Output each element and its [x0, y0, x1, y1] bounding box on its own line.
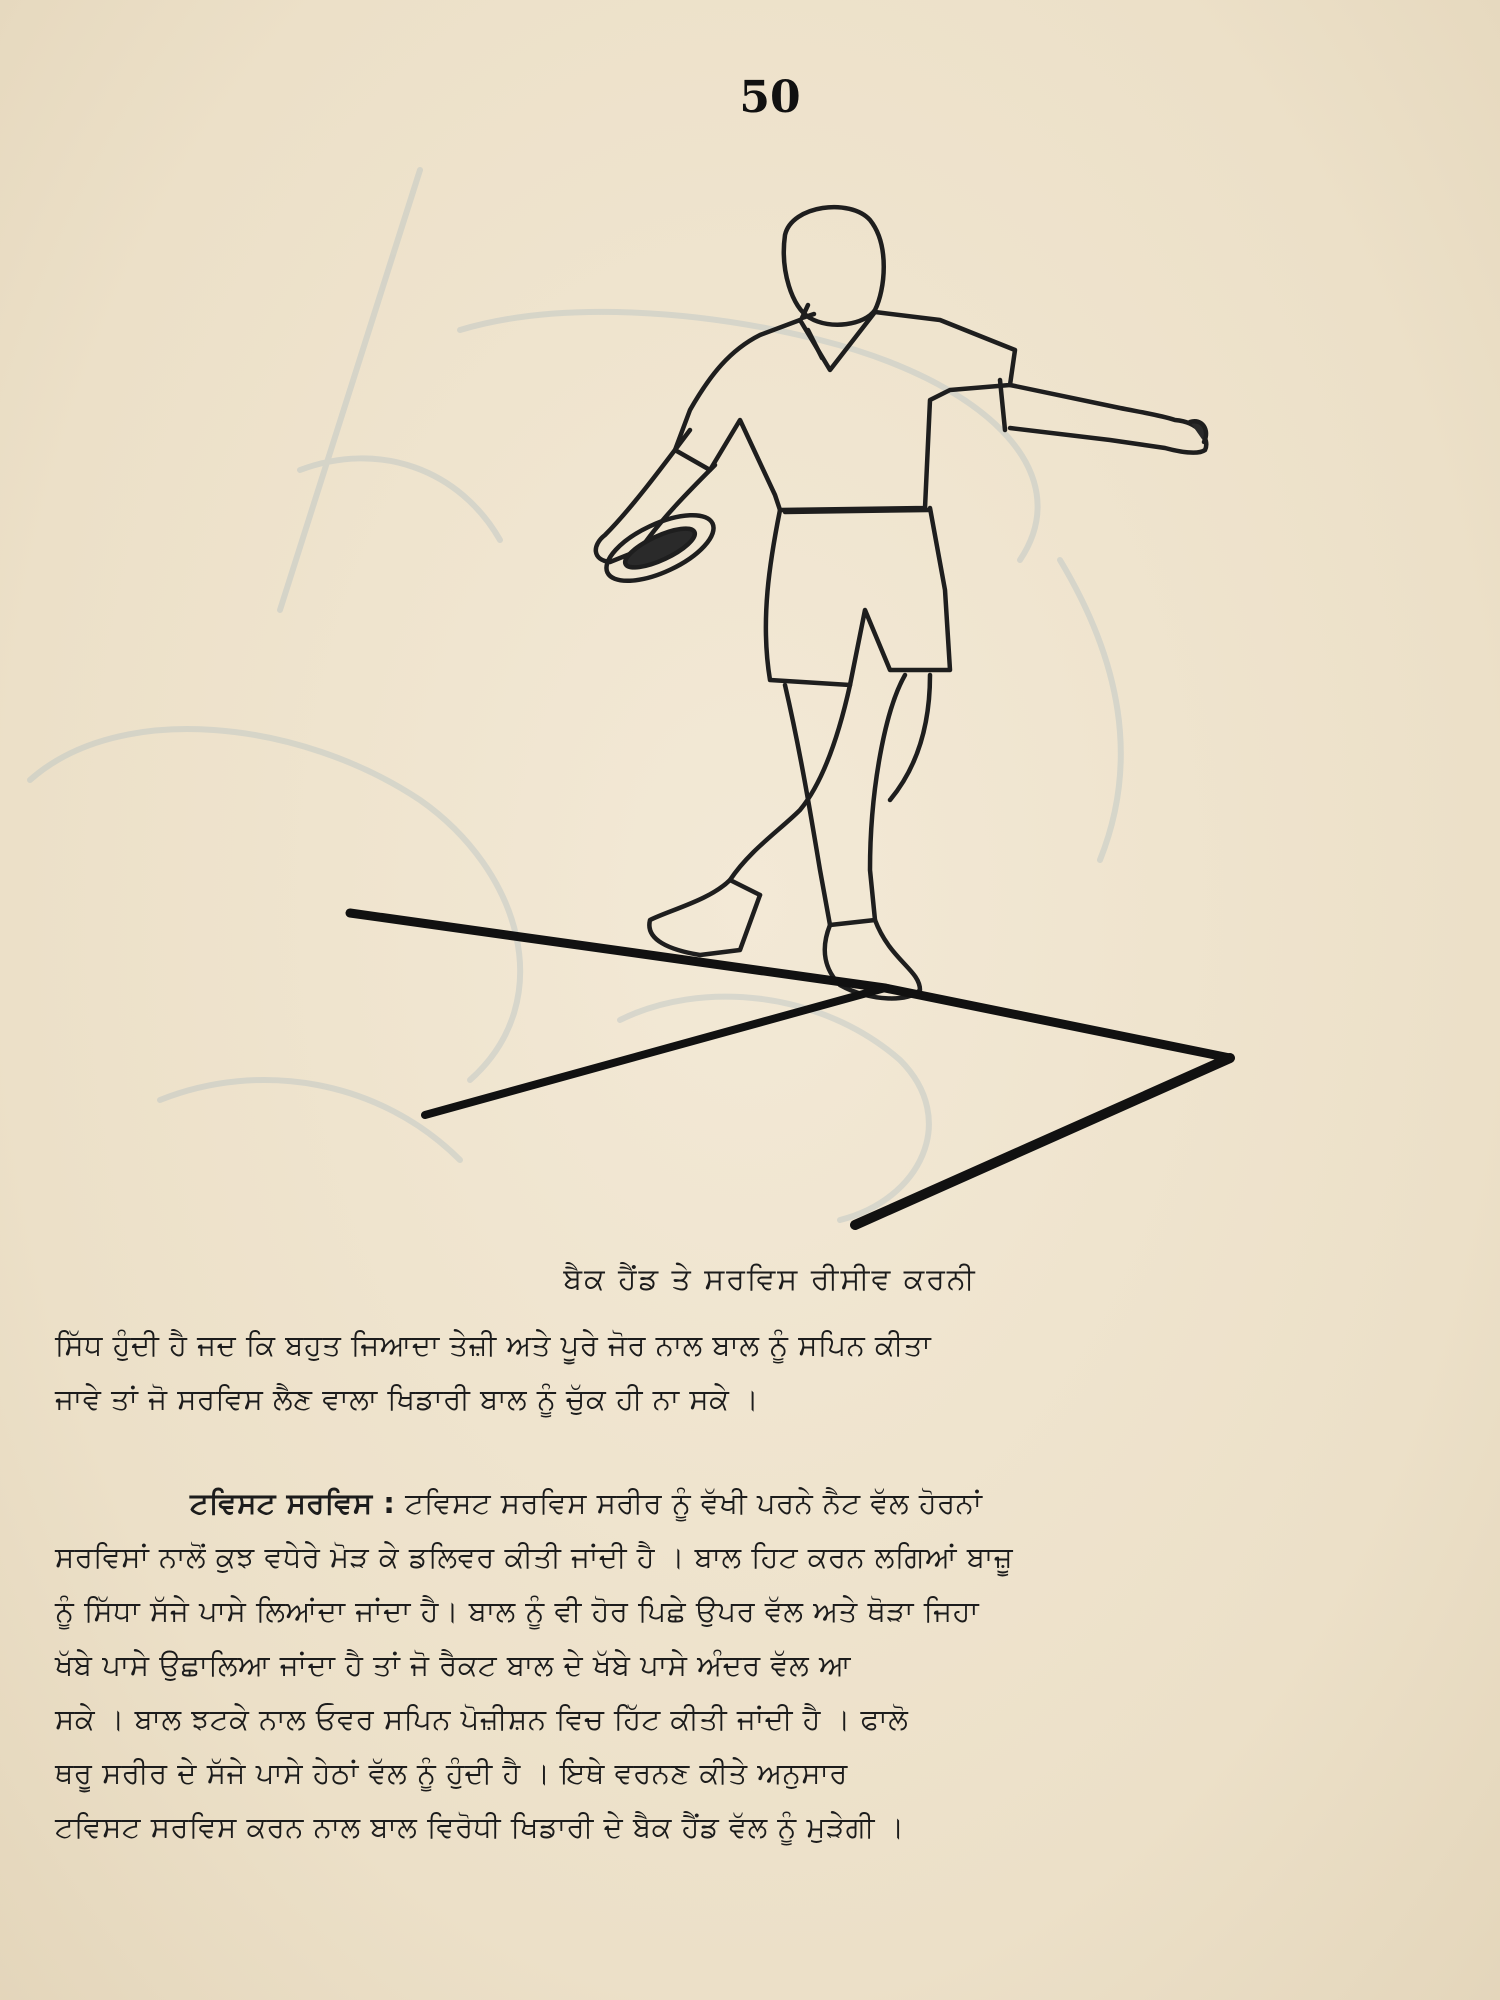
paragraph-2-line-1-text: ਟਵਿਸਟ ਸਰਵਿਸ ਸਰੀਰ ਨੂੰ ਵੱਖੀ ਪਰਨੇ ਨੈਟ ਵੱਲ ਹੋਰਨਾਂ: [405, 1486, 983, 1520]
court-line-right: [855, 1058, 1230, 1225]
paragraph-2-line-5: ਸਕੇ । ਬਾਲ ਝਟਕੇ ਨਾਲ ਓਵਰ ਸਪਿਨ ਪੋਜ਼ੀਸ਼ਨ ਵਿਚ ਹਿੱਟ ਕੀਤੀ ਜਾਂਦੀ ਹੈ । ਫਾਲੋ: [55, 1702, 909, 1736]
paragraph-2-line-7: ਟਵਿਸਟ ਸਰਵਿਸ ਕਰਨ ਨਾਲ ਬਾਲ ਵਿਰੋਧੀ ਖਿਡਾਰੀ ਦੇ ਬੈਕ ਹੈਂਡ ਵੱਲ ਨੂੰ ਮੁੜੇਗੀ ।: [55, 1810, 905, 1844]
paragraph-2-line-4: ਖੱਬੇ ਪਾਸੇ ਉਛਾਲਿਆ ਜਾਂਦਾ ਹੈ ਤਾਂ ਜੋ ਰੈਕਟ ਬਾਲ ਦੇ ਖੱਬੇ ਪਾਸੇ ਅੰਦਰ ਵੱਲ ਆ: [55, 1648, 852, 1682]
page-number: 50: [739, 72, 801, 123]
court-line-top: [350, 913, 885, 988]
paragraph-2-line-2: ਸਰਵਿਸਾਂ ਨਾਲੋਂ ਕੁਝ ਵਧੇਰੇ ਮੋੜ ਕੇ ਡਲਿਵਰ ਕੀਤੀ ਜਾਂਦੀ ਹੈ । ਬਾਲ ਹਿਟ ਕਰਨ ਲਗਿਆਂ ਬਾਜ਼ੂ: [55, 1540, 1014, 1574]
paragraph-2-line-3: ਨੂੰ ਸਿੱਧਾ ਸੱਜੇ ਪਾਸੇ ਲਿਆਂਦਾ ਜਾਂਦਾ ਹੈ। ਬਾਲ ਨੂੰ ਵੀ ਹੋਰ ਪਿਛੇ ਉਪਰ ਵੱਲ ਅਤੇ ਥੋੜਾ ਜਿਹਾ: [55, 1594, 980, 1628]
paragraph-1: [55, 1318, 1455, 1426]
figure-caption: ਬੈਕ ਹੈਂਡ ਤੇ ਸਰਵਿਸ ਰੀਸੀਵ ਕਰਨੀ: [563, 1262, 977, 1297]
back-shoe: [649, 880, 760, 955]
paragraph-1-line-2: ਜਾਵੇ ਤਾਂ ਜੋ ਸਰਵਿਸ ਲੈਣ ਵਾਲਾ ਖਿਡਾਰੀ ਬਾਲ ਨੂੰ ਚੁੱਕ ਹੀ ਨਾ ਸਕੇ ।: [55, 1382, 760, 1416]
paragraph-2-line-1: [55, 1476, 1455, 1530]
head: [784, 207, 884, 325]
section-heading-twist-service: ਟਵਿਸਟ ਸਰਵਿਸ :: [190, 1486, 396, 1520]
player-backhand-illustration: [330, 190, 1240, 1240]
paragraph-1-line-1: ਸਿੱਧ ਹੁੰਦੀ ਹੈ ਜਦ ਕਿ ਬਹੁਤ ਜਿਆਦਾ ਤੇਜ਼ੀ ਅਤੇ ਪੂਰੇ ਜੋਰ ਨਾਲ ਬਾਲ ਨੂੰ ਸਪਿਨ ਕੀਤਾ: [55, 1328, 932, 1362]
court-line-middle: [885, 988, 1230, 1058]
right-arm: [1010, 385, 1206, 453]
paragraph-2: [55, 1476, 1455, 1854]
shirt: [675, 312, 1015, 510]
paragraph-2-line-6: ਥਰੂ ਸਰੀਰ ਦੇ ਸੱਜੇ ਪਾਸੇ ਹੇਠਾਂ ਵੱਲ ਨੂੰ ਹੁੰਦੀ ਹੈ । ਇਥੇ ਵਰਨਣ ਕੀਤੇ ਅਨੁਸਾਰ: [55, 1756, 848, 1790]
court-line-left: [425, 988, 885, 1115]
shorts: [766, 508, 950, 685]
